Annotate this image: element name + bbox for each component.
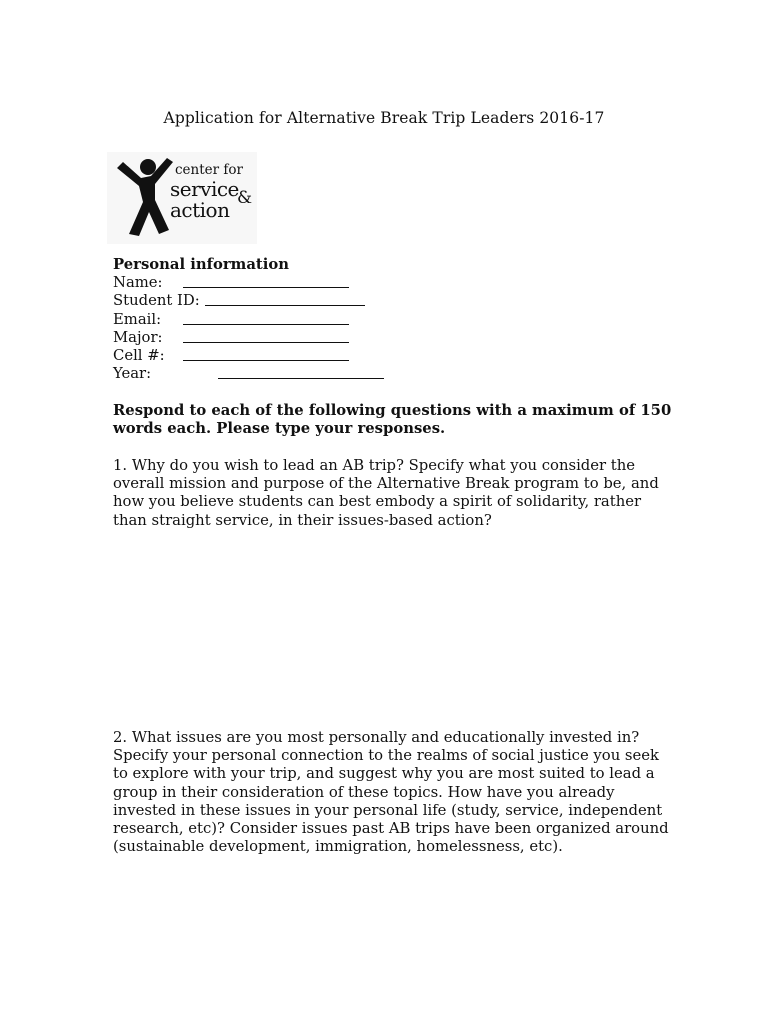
- logo-text-line2: service: [170, 177, 239, 201]
- cell-underline: [183, 347, 349, 361]
- email-label: Email:: [113, 310, 162, 328]
- cell-label: Cell #:: [113, 346, 165, 364]
- logo-text-line3: action: [170, 198, 230, 222]
- personal-information-heading: Personal information: [113, 256, 289, 273]
- instructions-paragraph: Respond to each of the following questions with a maximum of 150 words each. Please type your responses.: [113, 402, 672, 438]
- major-label: Major:: [113, 328, 163, 346]
- logo-ampersand: &: [237, 188, 253, 208]
- name-field[interactable]: [113, 274, 673, 292]
- major-underline: [183, 329, 349, 343]
- cell-field[interactable]: [113, 347, 673, 365]
- year-label: Year:: [113, 365, 152, 383]
- personal-information-section: [113, 256, 673, 383]
- logo-text-line1: center for: [175, 162, 243, 178]
- student-id-label: Student ID:: [113, 292, 200, 310]
- question-1: 1. Why do you wish to lead an AB trip? Specify what you consider the overall mission and purpose of the Alternative Break program to be, and how you believe students can best embody a spirit of solidarity, rather than straight service, in their issues-based action?: [113, 457, 659, 529]
- document-title: Application for Alternative Break Trip Leaders 2016-17: [163, 109, 605, 127]
- name-underline: [183, 274, 349, 288]
- person-figure-icon: [115, 156, 177, 240]
- year-underline: [218, 365, 384, 379]
- major-field[interactable]: [113, 329, 673, 347]
- question-2: 2. What issues are you most personally and educationally invested in? Specify your personal connection to the realms of social justice you seek to explore with your trip, and suggest why you are most suited to lead a group in their consideration of these topics. How have you already invested in these issues in your personal life (study, service, independent research, etc)? Consider issues past AB trips have been organized around (sustainable development, immigration, homelessness, etc).: [113, 729, 669, 856]
- center-for-service-and-action-logo: [107, 152, 257, 244]
- year-field[interactable]: [113, 365, 673, 383]
- email-field[interactable]: [113, 311, 673, 329]
- student-id-field[interactable]: [113, 292, 673, 310]
- name-label: Name:: [113, 274, 163, 292]
- student-id-underline: [205, 292, 365, 306]
- email-underline: [183, 311, 349, 325]
